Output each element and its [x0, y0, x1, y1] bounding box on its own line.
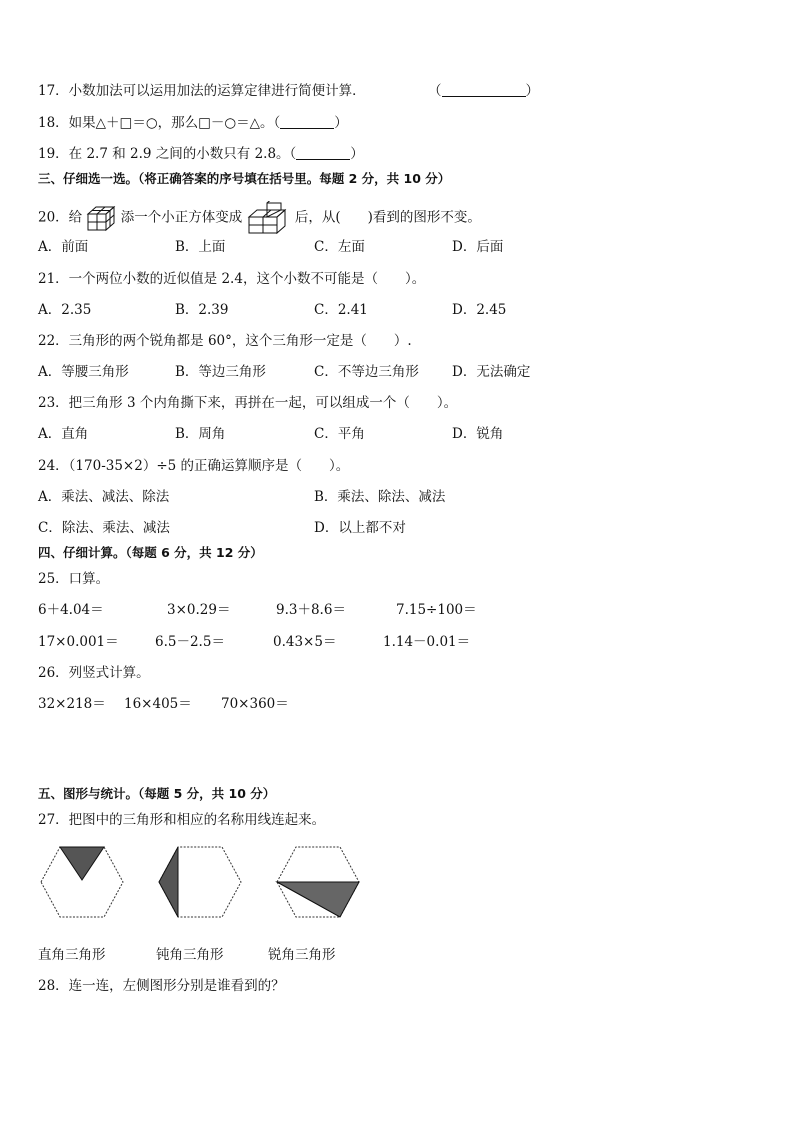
question-25-title: 25．口算。 [38, 571, 110, 587]
section-4-heading: 四、仔细计算。（每题 6 分，共 12 分） [38, 545, 263, 560]
option-b[interactable]: B．上面 [175, 239, 226, 255]
question-21: 21．一个两位小数的近似值是 2.4，这个小数不可能是（ ）。 [38, 271, 426, 287]
option-a[interactable]: A．等腰三角形 [38, 364, 129, 380]
label-right-triangle[interactable]: 直角三角形 [38, 947, 106, 963]
option-a[interactable]: A．前面 [38, 239, 89, 255]
hexagon-obtuse-triangle-figure[interactable] [159, 847, 241, 917]
cube-figure-icon [86, 204, 116, 232]
option-a[interactable]: A．直角 [38, 426, 89, 442]
question-18-text: 18．如果△＋□＝○，那么□－○＝△。（ [38, 115, 281, 131]
option-d[interactable]: D．后面 [452, 239, 504, 255]
option-c[interactable]: C．左面 [314, 239, 365, 255]
section-5-heading: 五、图形与统计。（每题 5 分，共 10 分） [38, 786, 276, 801]
question-19: 19．在 2.7 和 2.9 之间的小数只有 2.8。（ ） [38, 146, 364, 162]
vertical-calc-item: 16×405＝ [124, 696, 192, 712]
option-b[interactable]: B．2.39 [175, 302, 229, 318]
question-17 [38, 82, 366, 100]
option-c[interactable]: C．除法、乘法、减法 [38, 520, 170, 536]
option-a[interactable]: A．乘法、减法、除法 [38, 489, 170, 505]
label-obtuse-triangle[interactable]: 钝角三角形 [156, 947, 224, 963]
hexagon-figures [38, 844, 368, 924]
calc-item: 0.43×5＝ [273, 634, 337, 650]
option-d[interactable]: D．锐角 [452, 426, 504, 442]
calc-item: 9.3＋8.6＝ [276, 602, 346, 618]
question-18: 18．如果△＋□＝○，那么□－○＝△。（ ） [38, 115, 348, 131]
question-26-title: 26．列竖式计算。 [38, 665, 150, 681]
label-acute-triangle[interactable]: 锐角三角形 [268, 947, 336, 963]
option-c[interactable]: C．不等边三角形 [314, 364, 419, 380]
calc-item: 7.15÷100＝ [396, 602, 477, 618]
calc-item: 6＋4.04＝ [38, 602, 104, 618]
calc-item: 1.14－0.01＝ [383, 634, 471, 650]
option-c[interactable]: C．2.41 [314, 302, 368, 318]
option-d[interactable]: D．无法确定 [452, 364, 531, 380]
answer-blank[interactable] [296, 145, 350, 160]
section-3-heading: 三、仔细选一选。（将正确答案的序号填在括号里。每题 2 分，共 10 分） [38, 171, 451, 186]
vertical-calc-item: 32×218＝ [38, 696, 106, 712]
hexagon-acute-triangle-figure[interactable] [277, 847, 359, 917]
option-a[interactable]: A．2.35 [38, 302, 92, 318]
answer-blank[interactable] [280, 114, 334, 129]
option-b[interactable]: B．等边三角形 [175, 364, 266, 380]
question-17-text: 17．小数加法可以运用加法的运算定律进行简便计算． [38, 83, 366, 99]
question-22: 22．三角形的两个锐角都是 60°，这个三角形一定是（ ）. [38, 333, 412, 349]
question-23: 23．把三角形 3 个内角撕下来，再拼在一起，可以组成一个（ ）。 [38, 395, 458, 411]
vertical-calc-item: 70×360＝ [221, 696, 289, 712]
option-c[interactable]: C．平角 [314, 426, 365, 442]
question-28-title: 28．连一连，左侧图形分别是谁看到的？ [38, 978, 285, 994]
cube-figure-added-icon [247, 201, 291, 235]
hexagon-right-triangle-figure[interactable] [41, 847, 123, 917]
calc-item: 3×0.29＝ [167, 602, 231, 618]
answer-blank[interactable] [442, 82, 526, 97]
calc-item: 17×0.001＝ [38, 634, 119, 650]
calc-item: 6.5－2.5＝ [155, 634, 225, 650]
question-27-title: 27．把图中的三角形和相应的名称用线连起来。 [38, 812, 326, 828]
option-b[interactable]: B．乘法、除法、减法 [314, 489, 446, 505]
question-17-answer[interactable]: （ ） [428, 83, 539, 99]
question-20: 20．给 添一个小正方体变成 后，从( )看到的图形不变。 [38, 201, 481, 235]
question-24: 24．（170-35×2）÷5 的正确运算顺序是（ ）。 [38, 458, 350, 474]
option-d[interactable]: D．2.45 [452, 302, 507, 318]
option-b[interactable]: B．周角 [175, 426, 226, 442]
option-d[interactable]: D．以上都不对 [314, 520, 406, 536]
question-19-text: 19．在 2.7 和 2.9 之间的小数只有 2.8。（ [38, 146, 297, 162]
